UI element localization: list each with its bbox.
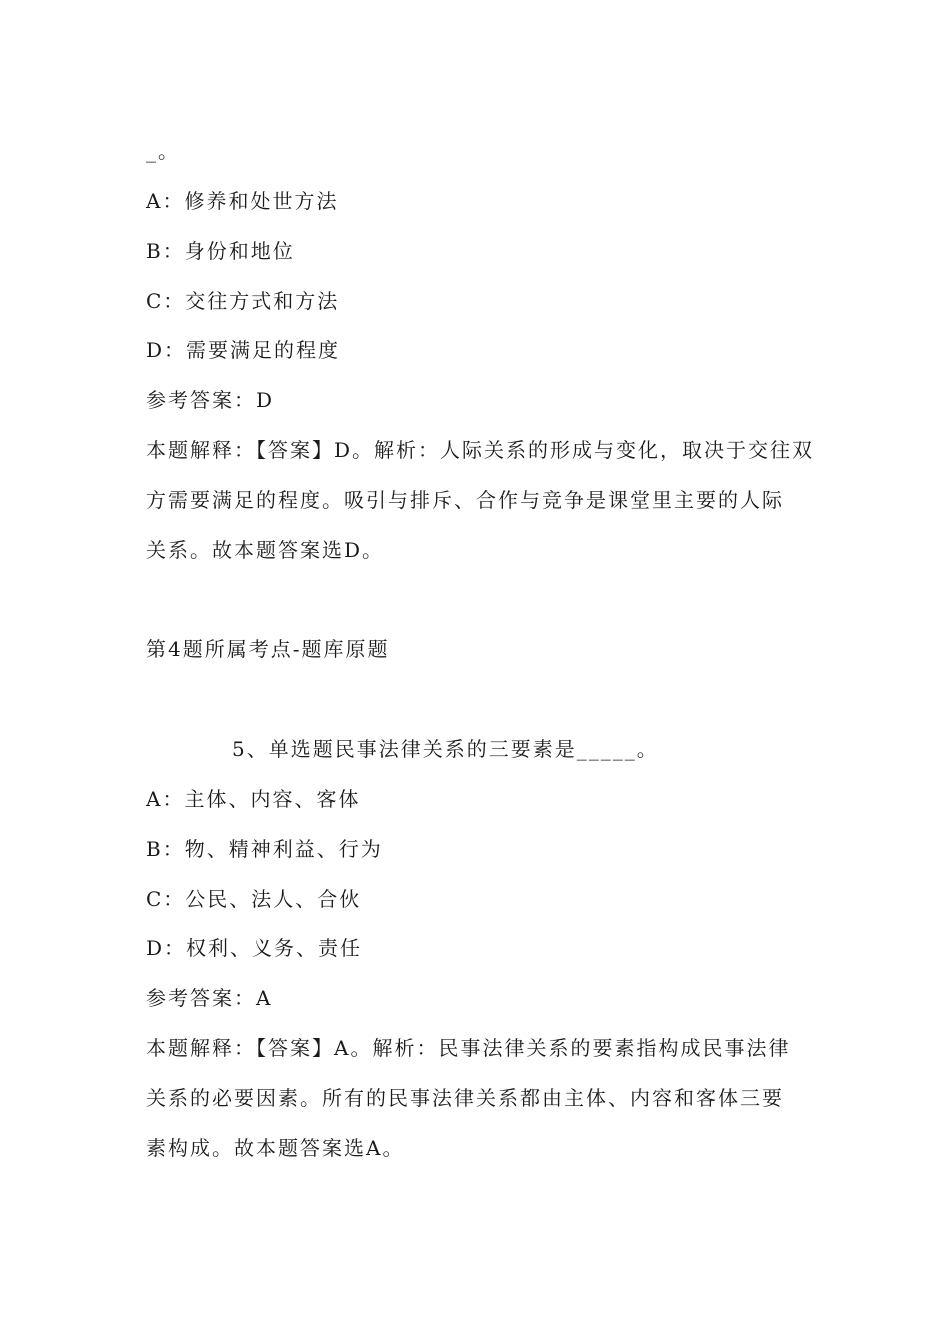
q5-option-a: A：主体、内容、客体 (146, 787, 361, 811)
q4-topic-label: 第4题所属考点-题库原题 (146, 637, 390, 661)
q4-explanation-line: 关系。故本题答案选D。 (146, 538, 385, 562)
q5-explanation-line: 素构成。故本题答案选A。 (146, 1136, 405, 1160)
q5-option-d: D：权利、义务、责任 (146, 936, 363, 960)
q5-option-c: C：公民、法人、合伙 (146, 887, 362, 911)
q4-option-a: A：修养和处世方法 (146, 189, 339, 213)
q4-reference-answer: 参考答案：D (146, 388, 275, 412)
q4-option-b: B：身份和地位 (146, 239, 295, 263)
q5-explanation-line: 关系的必要因素。所有的民事法律关系都由主体、内容和客体三要 (146, 1086, 784, 1110)
q4-option-d: D：需要满足的程度 (146, 338, 341, 362)
q5-reference-answer: 参考答案：A (146, 986, 273, 1010)
q5-question-title: 5、单选题民事法律关系的三要素是_____。 (232, 737, 659, 761)
q5-explanation-line: 本题解释：【答案】A。解析：民事法律关系的要素指构成民事法律 (146, 1036, 791, 1060)
q5-option-b: B：物、精神利益、行为 (146, 837, 383, 861)
q4-explanation-line: 本题解释：【答案】D。解析：人际关系的形成与变化，取决于交往双 (146, 438, 815, 462)
q4-explanation-line: 方需要满足的程度。吸引与排斥、合作与竞争是课堂里主要的人际 (146, 488, 784, 512)
q4-option-c: C：交往方式和方法 (146, 289, 340, 313)
question-stem-continuation: _。 (146, 139, 180, 163)
